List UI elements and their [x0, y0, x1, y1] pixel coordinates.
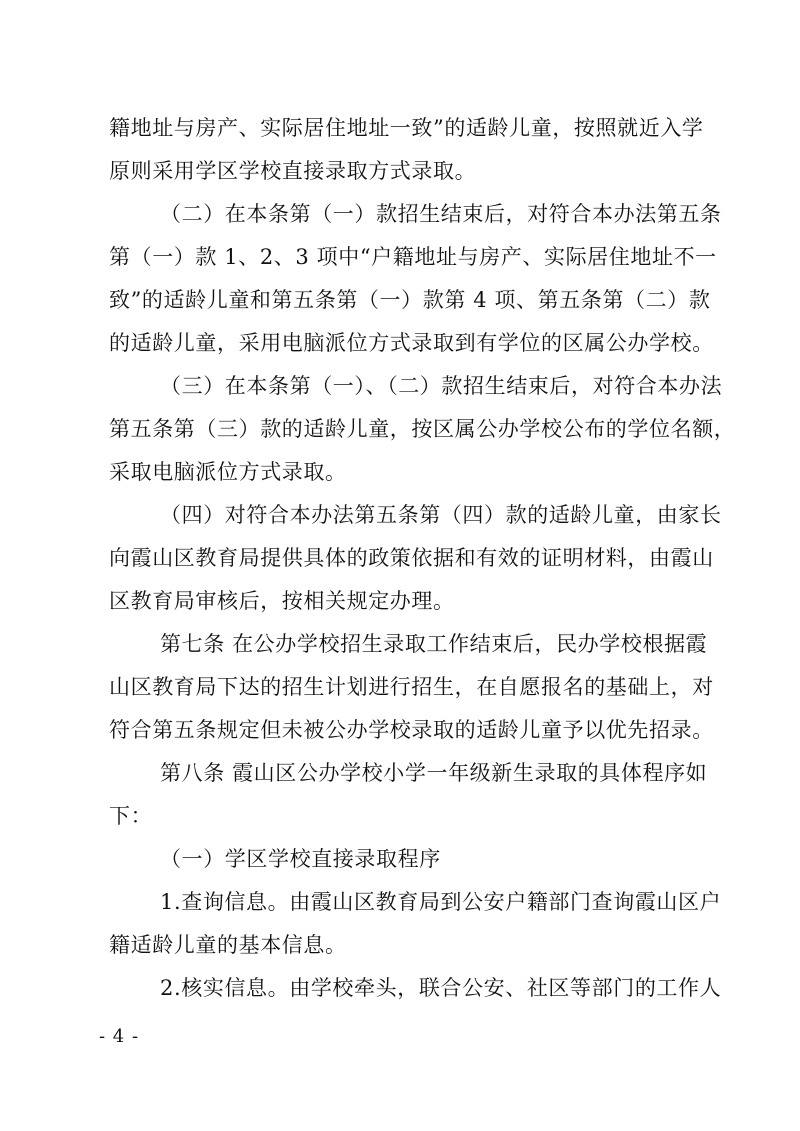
page-number: - 4 - — [99, 1026, 140, 1047]
body-line: 采取电脑派位方式录取。 — [109, 460, 347, 484]
section-heading: （一）学区学校直接录取程序 — [160, 847, 441, 871]
body-line: 山区教育局下达的招生计划进行招生，在自愿报名的基础上，对 — [109, 675, 714, 699]
body-line: 原则采用学区学校直接录取方式录取。 — [109, 159, 477, 183]
body-line: 符合第五条规定但未被公办学校录取的适龄儿童予以优先招录。 — [109, 718, 714, 742]
body-line: 第（一）款 1、2、3 项中“户籍地址与房产、实际居住地址不一 — [109, 245, 717, 269]
body-line: 第五条第（三）款的适龄儿童，按区属公办学校公布的学位名额， — [109, 417, 736, 441]
step-2-line: 2.核实信息。由学校牵头，联合公安、社区等部门的工作人 — [160, 976, 722, 1000]
body-line: 致”的适龄儿童和第五条第（一）款第 4 项、第五条第（二）款 — [109, 288, 711, 312]
article-7-line: 第七条 在公办学校招生录取工作结束后，民办学校根据霞 — [160, 632, 708, 656]
body-line: 的适龄儿童，采用电脑派位方式录取到有学位的区属公办学校。 — [109, 331, 714, 355]
body-line: 籍地址与房产、实际居住地址一致”的适龄儿童，按照就近入学 — [109, 116, 704, 140]
article-8-line: 第八条 霞山区公办学校小学一年级新生录取的具体程序如 — [160, 761, 708, 785]
body-line: 区教育局审核后，按相关规定办理。 — [109, 589, 455, 613]
body-line: 籍适龄儿童的基本信息。 — [109, 933, 347, 957]
paragraph-3-line: （三）在本条第（一）、（二）款招生结束后，对符合本办法 — [160, 374, 723, 398]
step-1-line: 1.查询信息。由霞山区教育局到公安户籍部门查询霞山区户 — [160, 890, 722, 914]
body-line: 向霞山区教育局提供具体的政策依据和有效的证明材料，由霞山 — [109, 546, 714, 570]
paragraph-4-line: （四）对符合本办法第五条第（四）款的适龄儿童，由家长 — [160, 503, 722, 527]
body-line: 下： — [109, 804, 153, 828]
paragraph-2-line: （二）在本条第（一）款招生结束后，对符合本办法第五条 — [160, 202, 722, 226]
